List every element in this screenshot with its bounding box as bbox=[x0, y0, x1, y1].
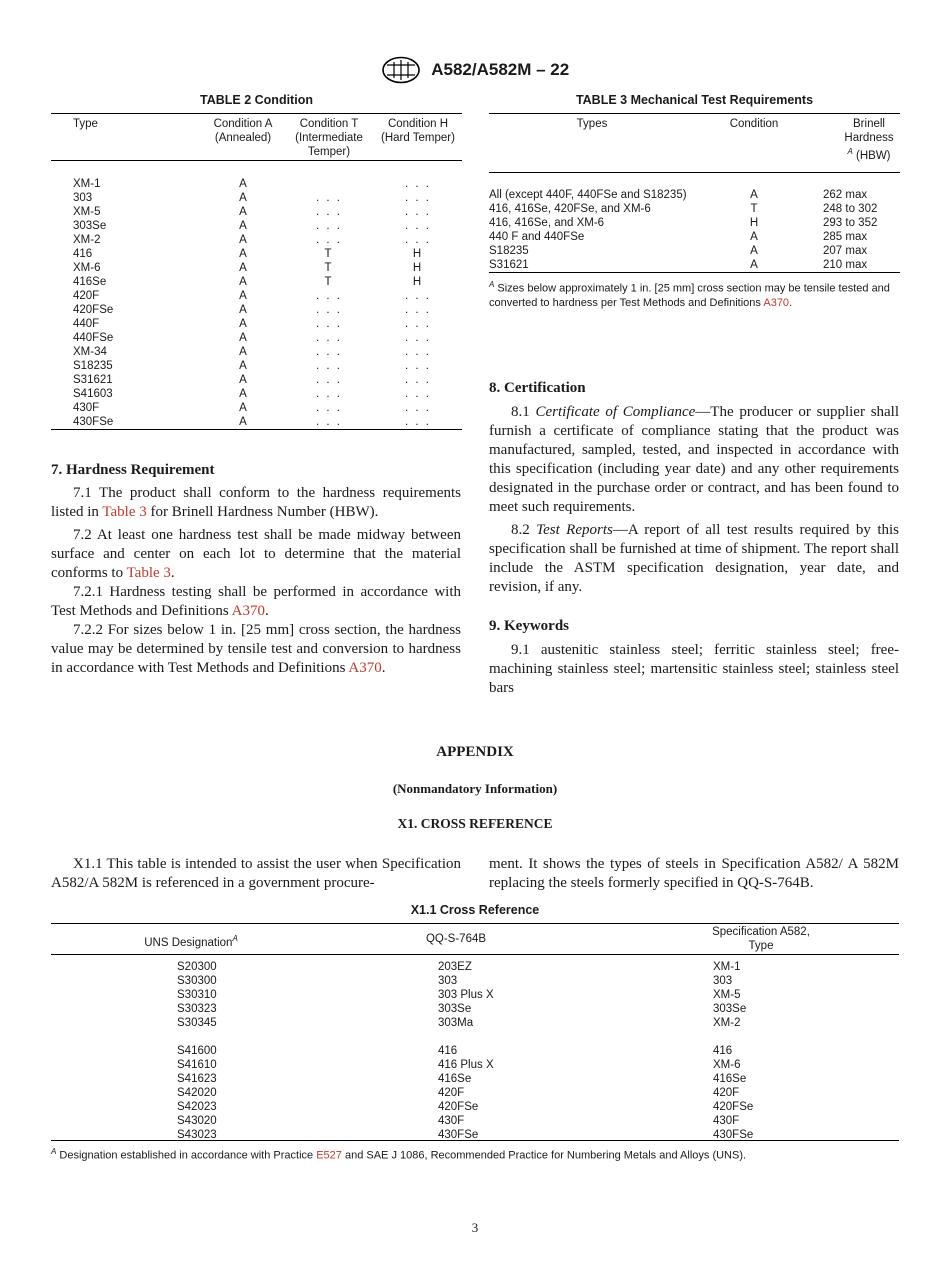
cell-type: 430FSe bbox=[73, 416, 114, 428]
e527-link[interactable]: E527 bbox=[316, 1149, 342, 1162]
cell-uns: S30345 bbox=[177, 1017, 217, 1029]
table-row bbox=[51, 345, 462, 359]
table-row bbox=[51, 219, 462, 233]
cell-condition-t: T bbox=[324, 276, 334, 288]
table-row bbox=[489, 258, 900, 272]
cell-type: XM-5 bbox=[73, 206, 101, 218]
cell-types: All (except 440F, 440FSe and S18235) bbox=[489, 189, 687, 201]
section-8 bbox=[489, 380, 899, 597]
cell-type: S41603 bbox=[73, 388, 113, 400]
table-rule bbox=[489, 272, 900, 273]
cell-condition-t: T bbox=[324, 248, 334, 260]
cell-condition-a: A bbox=[239, 318, 247, 330]
cell-condition-a: A bbox=[239, 290, 247, 302]
paragraph-8-2 bbox=[489, 521, 899, 597]
table-row bbox=[51, 275, 462, 289]
cell-type: 440FSe bbox=[73, 332, 114, 344]
cell-hardness: 210 max bbox=[823, 259, 868, 271]
cell-condition-h: . . . bbox=[405, 416, 431, 428]
cell-condition-h: . . . bbox=[405, 388, 431, 400]
cell-condition-h: . . . bbox=[405, 178, 431, 190]
section-8-body bbox=[489, 403, 899, 597]
section-8-heading: 8. Certification bbox=[489, 380, 586, 396]
cell-uns: S43020 bbox=[177, 1115, 217, 1127]
table-row bbox=[51, 359, 462, 373]
table-row bbox=[489, 230, 900, 244]
xref-header-uns bbox=[111, 932, 271, 950]
cell-type: S18235 bbox=[73, 360, 113, 372]
cell-hardness: 285 max bbox=[823, 231, 868, 243]
table-rule bbox=[51, 1140, 899, 1141]
footnote-marker: A bbox=[51, 1147, 57, 1156]
cell-condition-h: H bbox=[412, 262, 424, 274]
cross-reference-body bbox=[51, 958, 899, 1140]
cell-spec: 430FSe bbox=[713, 1129, 754, 1141]
astm-logo-icon bbox=[381, 56, 421, 84]
table-row bbox=[51, 415, 462, 429]
x1-1-left bbox=[51, 855, 461, 893]
p82-text: —A report of all test results required by this specification shall be furnished at time of shipment. The report shall include the ASTM specification designation, year date, and revision, if any. bbox=[489, 522, 900, 595]
cell-type: XM-2 bbox=[73, 234, 101, 246]
paragraph-8-1 bbox=[489, 403, 899, 517]
cell-condition-h: . . . bbox=[405, 360, 431, 372]
cross-reference-footnote bbox=[51, 1145, 899, 1163]
cell-qq: 430FSe bbox=[438, 1129, 479, 1141]
cell-types: 416, 416Se, and XM-6 bbox=[489, 217, 605, 229]
table-2 bbox=[51, 93, 462, 433]
paragraph-7-1 bbox=[51, 484, 461, 522]
cell-condition-a: A bbox=[239, 360, 247, 372]
cell-condition-h: . . . bbox=[405, 192, 431, 204]
cell-spec: XM-2 bbox=[713, 1017, 741, 1029]
cell-types: S31621 bbox=[489, 259, 529, 271]
cell-qq: 203EZ bbox=[438, 961, 472, 973]
cell-uns: S20300 bbox=[177, 961, 217, 973]
cell-qq: 430F bbox=[438, 1115, 465, 1127]
cell-condition-a: A bbox=[239, 192, 247, 204]
p722-text: 7.2.2 For sizes below 1 in. [25 mm] cross section, the hardness value may be determined by tensile test and conversion to hardness in accordance with Test Methods and Definitions bbox=[51, 622, 461, 676]
table-2-header-condition-a: Condition A (Annealed) bbox=[213, 118, 273, 144]
table-2-body bbox=[51, 177, 462, 429]
cell-uns: S42023 bbox=[177, 1101, 217, 1113]
p82-num: 8.2 bbox=[511, 522, 537, 538]
cell-uns: S43023 bbox=[177, 1129, 217, 1141]
x1-1-text-left: X1.1 This table is intended to assist the user when Specification A582/A 582M is referenced in a government procure- bbox=[51, 856, 461, 891]
table-row bbox=[51, 1100, 899, 1114]
cell-condition-h: . . . bbox=[405, 220, 431, 232]
cell-type: 440F bbox=[73, 318, 100, 330]
cell-qq: 303 bbox=[438, 975, 458, 987]
cell-condition-t: T bbox=[324, 262, 334, 274]
cell-condition-h: . . . bbox=[405, 346, 431, 358]
cell-uns: S30310 bbox=[177, 989, 217, 1001]
cell-hardness: 207 max bbox=[823, 245, 868, 257]
table-row bbox=[51, 387, 462, 401]
table-rule bbox=[51, 160, 462, 161]
table-row bbox=[51, 261, 462, 275]
cell-condition-t: . . . bbox=[316, 290, 342, 302]
cell-condition-h: . . . bbox=[405, 304, 431, 316]
table-3-header-condition: Condition bbox=[729, 118, 779, 130]
table-row bbox=[51, 988, 899, 1002]
table-2-caption: TABLE 2 Condition bbox=[200, 93, 313, 107]
table-2-header-condition-t: Condition T (Intermediate Temper) bbox=[295, 118, 363, 158]
cell-condition-h: H bbox=[412, 276, 424, 288]
cell-qq: 416Se bbox=[438, 1073, 472, 1085]
cell-condition-a: A bbox=[239, 402, 247, 414]
footnote-text-end: and SAE J 1086, Recommended Practice for Numbering Metals and Alloys (UNS). bbox=[341, 1149, 747, 1162]
section-7-heading: 7. Hardness Requirement bbox=[51, 462, 215, 478]
cell-uns: S30323 bbox=[177, 1003, 217, 1015]
cell-spec: 420F bbox=[713, 1087, 740, 1099]
cell-condition-h: . . . bbox=[405, 374, 431, 386]
cell-hardness: 293 to 352 bbox=[823, 217, 878, 229]
cell-uns: S30300 bbox=[177, 975, 217, 987]
cross-reference-table bbox=[51, 903, 899, 1165]
cell-condition-a: A bbox=[239, 416, 247, 428]
paragraph-7-2 bbox=[51, 526, 461, 583]
cell-condition: H bbox=[749, 217, 759, 229]
p721-text: 7.2.1 Hardness testing shall be performed in accordance with Test Methods and Definitions bbox=[51, 584, 461, 619]
table-3-header-brinell bbox=[839, 117, 899, 163]
table-row bbox=[489, 202, 900, 216]
xref-header-spec: Specification A582, Type bbox=[712, 926, 810, 952]
x1-1-right bbox=[489, 855, 899, 893]
table-rule bbox=[489, 172, 900, 173]
table-row bbox=[51, 1058, 899, 1072]
cell-condition-t: . . . bbox=[316, 360, 342, 372]
cell-condition-h: H bbox=[412, 248, 424, 260]
cell-qq: 416 bbox=[438, 1045, 458, 1057]
cell-condition-t: . . . bbox=[316, 206, 342, 218]
cell-condition-a: A bbox=[239, 276, 247, 288]
cell-spec: 416Se bbox=[713, 1073, 747, 1085]
cell-spec: 416 bbox=[713, 1045, 733, 1057]
table-2-header-type: Type bbox=[73, 118, 98, 130]
p722-end: . bbox=[381, 660, 386, 676]
cell-condition: A bbox=[750, 245, 758, 257]
table-rule bbox=[489, 113, 900, 114]
cell-condition-h: . . . bbox=[405, 290, 431, 302]
page-number: 3 bbox=[471, 1220, 479, 1235]
p72-text: 7.2 At least one hardness test shall be made midway between surface and center on each lot to determine that the material conforms to bbox=[51, 527, 461, 581]
table-row bbox=[51, 373, 462, 387]
cell-uns: S41600 bbox=[177, 1045, 217, 1057]
cell-condition-t: . . . bbox=[316, 346, 342, 358]
cell-condition-a: A bbox=[239, 206, 247, 218]
brinell-unit: (HBW) bbox=[852, 149, 891, 162]
cell-qq: 303Ma bbox=[438, 1017, 474, 1029]
a370-link[interactable]: A370 bbox=[348, 660, 382, 676]
cell-hardness: 262 max bbox=[823, 189, 868, 201]
uns-header-text: UNS Designation bbox=[144, 936, 233, 949]
footnote-marker: A bbox=[847, 147, 853, 156]
table-3-caption: TABLE 3 Mechanical Test Requirements bbox=[575, 93, 814, 107]
cell-types: S18235 bbox=[489, 245, 529, 257]
cross-reference-caption: X1.1 Cross Reference bbox=[410, 903, 540, 917]
cell-qq: 420FSe bbox=[438, 1101, 479, 1113]
cell-condition-a: A bbox=[239, 374, 247, 386]
brinell-header-text: Brinell Hardness bbox=[844, 118, 894, 144]
cell-condition-t: . . . bbox=[316, 234, 342, 246]
paragraph-9-1: 9.1 austenitic stainless steel; ferritic stainless steel; free-machining stainless steel; martensitic stainless steel; stainless steel bars bbox=[489, 642, 899, 696]
table-row bbox=[51, 289, 462, 303]
cell-condition: T bbox=[750, 203, 758, 215]
footnote-text: Sizes below approximately 1 in. [25 mm] cross section may be tensile tested and converted to hardness per Test Methods and Definitions bbox=[489, 282, 890, 309]
cell-spec: 430F bbox=[713, 1115, 740, 1127]
document-title: A582/A582M – 22 bbox=[431, 60, 570, 79]
cell-spec: XM-6 bbox=[713, 1059, 741, 1071]
table-row bbox=[51, 1072, 899, 1086]
brinell-header-unit-line bbox=[839, 145, 899, 163]
appendix-subtitle: (Nonmandatory Information) bbox=[392, 781, 558, 796]
table-rule bbox=[51, 429, 462, 430]
p81-text: —The producer or supplier shall furnish a certificate of compliance stating that the product was manufactured, sampled, tested, and inspected in accordance with this specification (including year date) and any other requirements designated in the purchase order or contract, and has been found to meet such requirements. bbox=[489, 404, 900, 515]
cell-condition-t: . . . bbox=[316, 220, 342, 232]
cell-spec: 303 bbox=[713, 975, 733, 987]
cell-types: 440 F and 440FSe bbox=[489, 231, 585, 243]
table-rule bbox=[51, 113, 462, 114]
cell-condition-a: A bbox=[239, 262, 247, 274]
p721-end: . bbox=[264, 603, 269, 619]
cell-condition-a: A bbox=[239, 220, 247, 232]
paragraph-7-2-1 bbox=[51, 583, 461, 621]
cell-type: 420F bbox=[73, 290, 100, 302]
table-3-footnote bbox=[489, 278, 900, 310]
cell-condition-a: A bbox=[239, 332, 247, 344]
table-row bbox=[51, 177, 462, 191]
cell-qq: 416 Plus X bbox=[438, 1059, 494, 1071]
cell-type: 416Se bbox=[73, 276, 107, 288]
xref-header-qq: QQ-S-764B bbox=[425, 933, 487, 945]
table-row bbox=[51, 401, 462, 415]
p71-text: 7.1 The product shall conform to the hardness requirements listed in bbox=[51, 485, 461, 520]
cell-condition-a: A bbox=[239, 304, 247, 316]
table-row bbox=[51, 205, 462, 219]
cell-condition: A bbox=[750, 231, 758, 243]
table-row bbox=[51, 960, 899, 974]
table-3-link[interactable]: Table 3 bbox=[102, 504, 147, 520]
appendix-title: APPENDIX bbox=[436, 744, 514, 760]
cell-condition-h: . . . bbox=[405, 318, 431, 330]
cell-condition-a: A bbox=[239, 248, 247, 260]
p82-term: Test Reports bbox=[536, 522, 613, 538]
table-row bbox=[489, 188, 900, 202]
cell-uns: S41623 bbox=[177, 1073, 217, 1085]
cell-type: 430F bbox=[73, 402, 100, 414]
table-row bbox=[51, 233, 462, 247]
cell-condition-t: . . . bbox=[316, 402, 342, 414]
table-3-link[interactable]: Table 3 bbox=[126, 565, 171, 581]
table-row bbox=[51, 331, 462, 345]
footnote-marker: A bbox=[232, 934, 238, 943]
table-row bbox=[51, 974, 899, 988]
table-3-header-types: Types bbox=[576, 118, 608, 130]
cell-uns: S42020 bbox=[177, 1087, 217, 1099]
table-rule bbox=[51, 954, 899, 955]
p81-num: 8.1 bbox=[511, 404, 536, 420]
table-row bbox=[51, 191, 462, 205]
section-9 bbox=[489, 618, 899, 698]
table-3-body bbox=[489, 188, 900, 272]
table-row bbox=[51, 1086, 899, 1100]
p71-end: for Brinell Hardness Number (HBW). bbox=[146, 504, 379, 520]
cell-types: 416, 416Se, 420FSe, and XM-6 bbox=[489, 203, 651, 215]
cell-condition-t: . . . bbox=[316, 192, 342, 204]
table-row bbox=[51, 247, 462, 261]
cell-spec: 303Se bbox=[713, 1003, 747, 1015]
cell-condition-h: . . . bbox=[405, 402, 431, 414]
cell-condition-h: . . . bbox=[405, 234, 431, 246]
a370-link[interactable]: A370 bbox=[231, 603, 265, 619]
cell-type: XM-34 bbox=[73, 346, 107, 358]
cell-condition-h: . . . bbox=[405, 206, 431, 218]
table-row bbox=[51, 1114, 899, 1128]
footnote-end: . bbox=[789, 296, 793, 309]
cell-type: 416 bbox=[73, 248, 93, 260]
cell-type: 420FSe bbox=[73, 304, 114, 316]
cell-condition: A bbox=[750, 189, 758, 201]
cell-type: 303Se bbox=[73, 220, 107, 232]
table-row bbox=[51, 1044, 899, 1058]
p81-term: Certificate of Compliance bbox=[535, 404, 696, 420]
section-9-heading: 9. Keywords bbox=[489, 618, 569, 634]
section-9-body bbox=[489, 641, 899, 698]
section-7-body bbox=[51, 484, 461, 678]
cell-condition-t: . . . bbox=[316, 332, 342, 344]
cell-spec: 420FSe bbox=[713, 1101, 754, 1113]
cell-type: 303 bbox=[73, 192, 93, 204]
page-header bbox=[0, 56, 950, 84]
table-row bbox=[489, 244, 900, 258]
table-row bbox=[51, 303, 462, 317]
table-2-header-condition-h: Condition H (Hard Temper) bbox=[381, 118, 455, 144]
table-row bbox=[51, 1002, 899, 1016]
cell-condition-h: . . . bbox=[405, 332, 431, 344]
table-3 bbox=[489, 93, 900, 313]
cell-condition-a: A bbox=[239, 234, 247, 246]
cell-condition-t: . . . bbox=[316, 388, 342, 400]
cell-qq: 303 Plus X bbox=[438, 989, 494, 1001]
section-7 bbox=[51, 462, 461, 678]
cell-condition-t: . . . bbox=[316, 374, 342, 386]
cell-qq: 303Se bbox=[438, 1003, 472, 1015]
cell-condition-a: A bbox=[239, 178, 247, 190]
cell-condition-t: . . . bbox=[316, 318, 342, 330]
cell-spec: XM-1 bbox=[713, 961, 741, 973]
table-row bbox=[489, 216, 900, 230]
cell-condition-a: A bbox=[239, 346, 247, 358]
cell-qq: 420F bbox=[438, 1087, 465, 1099]
cell-condition-t: . . . bbox=[316, 304, 342, 316]
table-row bbox=[51, 317, 462, 331]
cell-condition-t: . . . bbox=[316, 416, 342, 428]
p72-end: . bbox=[170, 565, 175, 581]
table-rule bbox=[51, 923, 899, 924]
cell-spec: XM-5 bbox=[713, 989, 741, 1001]
cell-hardness: 248 to 302 bbox=[823, 203, 878, 215]
x1-1-text-right: ment. It shows the types of steels in Specification A582/ A 582M replacing the steels formerly specified in QQ-S-764B. bbox=[489, 856, 899, 891]
cell-condition: A bbox=[750, 259, 758, 271]
footnote-text: Designation established in accordance with Practice bbox=[56, 1149, 317, 1162]
cell-type: XM-6 bbox=[73, 262, 101, 274]
footnote-marker: A bbox=[489, 280, 495, 289]
a370-link[interactable]: A370 bbox=[763, 296, 790, 309]
x1-heading: X1. CROSS REFERENCE bbox=[397, 816, 553, 831]
cell-type: XM-1 bbox=[73, 178, 101, 190]
cell-uns: S41610 bbox=[177, 1059, 217, 1071]
paragraph-7-2-2 bbox=[51, 621, 461, 678]
table-row bbox=[51, 1016, 899, 1030]
cell-type: S31621 bbox=[73, 374, 113, 386]
cell-condition-a: A bbox=[239, 388, 247, 400]
